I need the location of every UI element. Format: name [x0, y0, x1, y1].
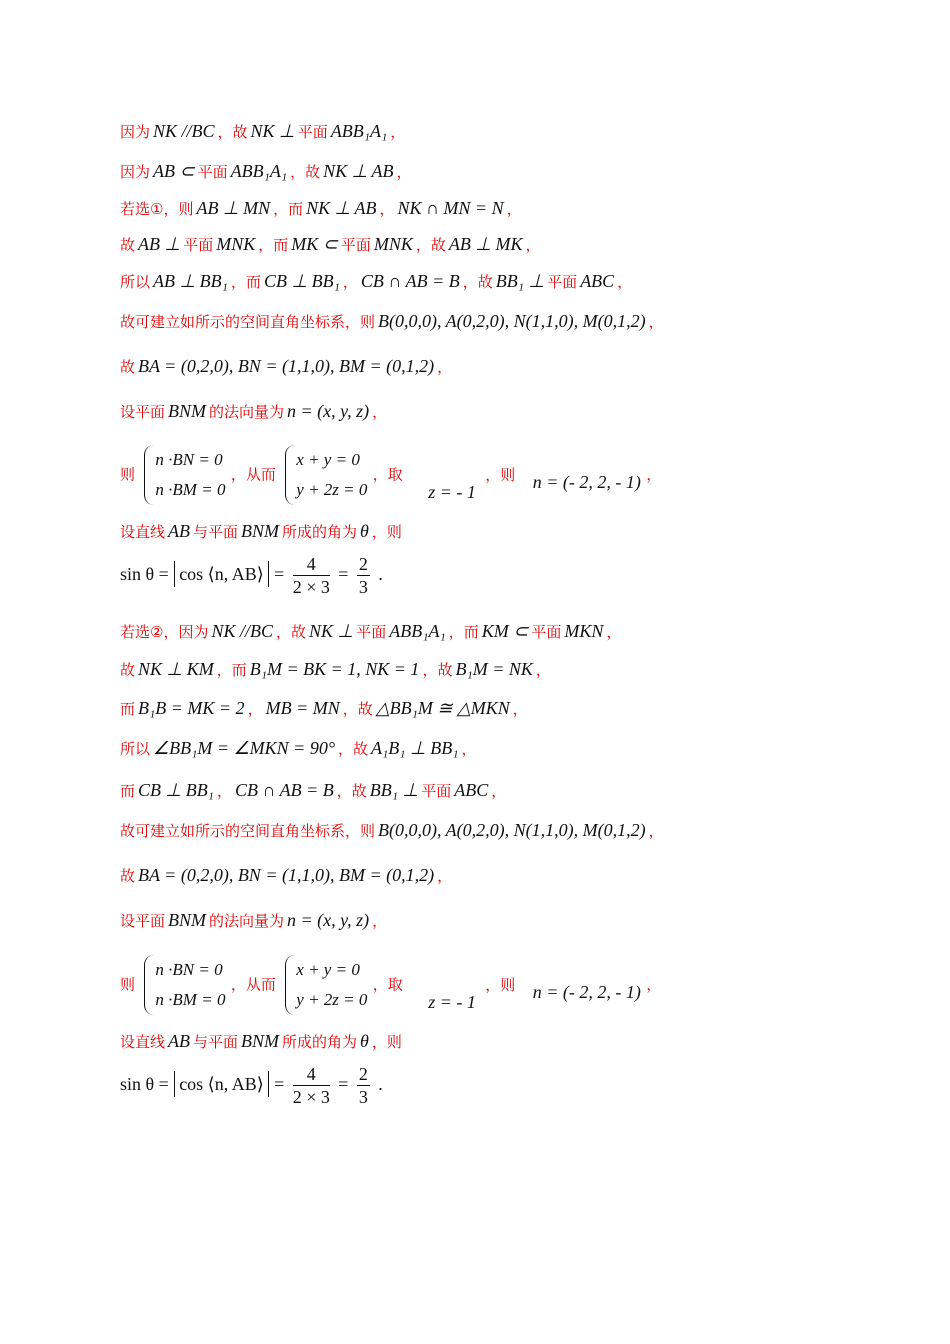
math-expression: CB ⊥ BB₁ — [263, 271, 340, 291]
chinese-text: ， — [606, 623, 622, 641]
denominator: 2 × 3 — [292, 577, 330, 597]
chinese-text: 而 — [120, 782, 136, 800]
equation-system-left — [144, 445, 225, 505]
math-expression: BA = (0,2,0), BN = (1,1,0), BM = (0,1,2) — [138, 865, 435, 885]
chinese-text: ， — [247, 700, 263, 718]
chinese-text: 故 — [120, 358, 136, 376]
fraction-1 — [293, 1063, 330, 1108]
sin-formula-row — [120, 553, 383, 598]
math-expression: NK ⊥ — [250, 121, 295, 141]
chinese-text: 的法向量为 — [209, 912, 285, 930]
chinese-text: ， — [372, 912, 388, 930]
chinese-text: 故 — [120, 867, 136, 885]
sin-theta: sin θ = — [120, 1074, 169, 1094]
math-expression: B₁M = NK — [455, 659, 533, 679]
math-expression: B(0,0,0), A(0,2,0), N(1,1,0), M(0,1,2) — [378, 311, 646, 331]
math-expression: CB ∩ AB = B — [360, 271, 460, 291]
chinese-text: 故可建立如所示的空间直角坐标系，则 — [120, 822, 376, 840]
z-value: z = - 1 — [428, 991, 476, 1012]
math-expression: MNK — [373, 234, 413, 254]
math-expression: ABB₁A₁ — [230, 161, 288, 181]
equation: n ·BM = 0 — [155, 990, 226, 1009]
chinese-text: ，而 — [273, 200, 304, 218]
text-line — [120, 400, 387, 423]
chinese-text: 故 — [120, 661, 136, 679]
math-expression: NK //BC — [211, 621, 273, 641]
equation-system-left — [144, 955, 225, 1015]
numerator: 4 — [293, 553, 330, 576]
math-expression: BB₁ ⊥ — [369, 780, 419, 800]
chinese-text: 所成的角为 — [282, 523, 358, 541]
text-line — [120, 620, 621, 643]
text-ze: 则 — [120, 465, 136, 484]
equation-system-row — [120, 445, 661, 505]
chinese-text: ，故 — [338, 740, 369, 758]
chinese-text: ， — [372, 403, 388, 421]
math-expression: NK ∩ MN = N — [397, 198, 504, 218]
text-line — [120, 737, 477, 760]
equals: = — [274, 564, 285, 584]
equation: y + 2z = 0 — [296, 480, 368, 499]
chinese-text: ，则 — [371, 1033, 402, 1051]
fraction-1 — [293, 553, 330, 598]
text-line — [120, 1030, 402, 1053]
text-line — [120, 270, 632, 293]
chinese-text: ，则 — [371, 523, 402, 541]
period: . — [378, 564, 383, 584]
chinese-text: ， — [506, 200, 522, 218]
chinese-text: 所以 — [120, 740, 151, 758]
chinese-text: ，故 — [422, 661, 453, 679]
chinese-text: ，故 — [336, 782, 367, 800]
math-expression: BA = (0,2,0), BN = (1,1,0), BM = (0,1,2) — [138, 356, 435, 376]
math-expression: ABB₁A₁ — [389, 621, 446, 641]
math-expression: ∠BB₁M = ∠MKN = 90° — [153, 738, 336, 758]
text-ze2: ，则 — [485, 465, 516, 484]
chinese-text: 平面 — [356, 623, 387, 641]
chinese-text: 平面 — [297, 123, 328, 141]
text-line — [120, 697, 528, 720]
text-line — [120, 779, 506, 802]
text-line — [120, 819, 664, 842]
chinese-text: 因为 — [120, 163, 151, 181]
chinese-text: ，故 — [462, 273, 493, 291]
chinese-text: ， — [525, 236, 541, 254]
chinese-text: 与平面 — [193, 1033, 239, 1051]
chinese-text: ， — [396, 163, 412, 181]
equals: = — [274, 1074, 285, 1094]
text-line — [120, 197, 522, 220]
math-expression: NK //BC — [153, 121, 215, 141]
math-expression: CB ⊥ BB₁ — [138, 780, 214, 800]
text-line — [120, 355, 452, 378]
chinese-text: 设直线 — [120, 523, 166, 541]
math-expression: NK ⊥ AB — [306, 198, 377, 218]
abs-cos: cos ⟨n, AB⟩ — [174, 1071, 269, 1097]
chinese-text: 因为 — [120, 123, 151, 141]
math-expression: B₁M = BK = 1, NK = 1 — [249, 659, 420, 679]
math-expression: AB ⊥ — [138, 234, 181, 254]
sin-theta: sin θ = — [120, 564, 169, 584]
equation: n ·BM = 0 — [155, 480, 226, 499]
fraction-2 — [357, 553, 370, 598]
text-line — [120, 233, 541, 256]
math-expression: n = (x, y, z) — [287, 401, 370, 421]
punct: ， — [646, 465, 662, 484]
denominator: 3 — [358, 577, 368, 597]
chinese-text: ，而 — [230, 273, 261, 291]
math-expression: MB = MN — [265, 698, 340, 718]
numerator: 4 — [293, 1063, 330, 1086]
chinese-text: ，故 — [275, 623, 306, 641]
text-line — [120, 864, 452, 887]
chinese-text: 故可建立如所示的空间直角坐标系，则 — [120, 313, 376, 331]
chinese-text: ， — [390, 123, 406, 141]
equation: n ·BN = 0 — [155, 960, 223, 979]
text-line — [120, 120, 405, 143]
chinese-text: 所以 — [120, 273, 151, 291]
chinese-text: ， — [379, 200, 395, 218]
math-expression: AB ⊥ BB₁ — [153, 271, 228, 291]
math-expression: MK ⊂ — [291, 234, 338, 254]
text-congcong: ，从而 — [230, 975, 276, 994]
chinese-text: ， — [648, 313, 664, 331]
text-congcong: ，从而 — [230, 465, 276, 484]
equation: x + y = 0 — [296, 960, 360, 979]
text-line — [120, 658, 551, 681]
chinese-text: 若选①，则 — [120, 200, 194, 218]
chinese-text: 平面 — [531, 623, 562, 641]
chinese-text: ，故 — [217, 123, 248, 141]
normal-vector-result: n = (- 2, 2, - 1) — [532, 981, 641, 1002]
text-line — [120, 520, 402, 543]
math-expression: θ — [360, 1031, 369, 1051]
math-expression: AB ⊥ MK — [448, 234, 523, 254]
chinese-text: ， — [512, 700, 528, 718]
equation: n ·BN = 0 — [155, 450, 223, 469]
equation-system-right — [285, 445, 367, 505]
equation-system-right — [285, 955, 367, 1015]
chinese-text: ， — [648, 822, 664, 840]
chinese-text: 设平面 — [120, 403, 166, 421]
chinese-text: 平面 — [340, 236, 371, 254]
chinese-text: ， — [216, 782, 232, 800]
chinese-text: ，故 — [342, 700, 373, 718]
chinese-text: 若选②，因为 — [120, 623, 209, 641]
chinese-text: ，而 — [258, 236, 289, 254]
chinese-text: ， — [437, 358, 453, 376]
math-expression: ABC — [580, 271, 615, 291]
normal-vector-result: n = (- 2, 2, - 1) — [532, 471, 641, 492]
chinese-text: 平面 — [547, 273, 578, 291]
chinese-text: 平面 — [421, 782, 452, 800]
chinese-text: ，故 — [415, 236, 446, 254]
chinese-text: ， — [437, 867, 453, 885]
numerator: 2 — [358, 554, 368, 574]
chinese-text: ， — [535, 661, 551, 679]
sin-formula-row — [120, 1063, 383, 1108]
chinese-text: 设平面 — [120, 912, 166, 930]
math-expression: AB ⊥ MN — [196, 198, 271, 218]
math-expression: B(0,0,0), A(0,2,0), N(1,1,0), M(0,1,2) — [378, 820, 646, 840]
math-expression: ABC — [454, 780, 489, 800]
math-expression: BB₁ ⊥ — [495, 271, 545, 291]
chinese-text: 而 — [120, 700, 136, 718]
chinese-text: ，而 — [448, 623, 479, 641]
math-expression: n = (x, y, z) — [287, 910, 370, 930]
abs-cos: cos ⟨n, AB⟩ — [174, 561, 269, 587]
math-expression: θ — [360, 521, 369, 541]
equation: y + 2z = 0 — [296, 990, 368, 1009]
chinese-text: ，而 — [216, 661, 247, 679]
math-expression: AB — [168, 521, 191, 541]
text-line — [120, 160, 412, 183]
math-expression: B₁B = MK = 2 — [138, 698, 245, 718]
math-expression: KM ⊂ — [481, 621, 529, 641]
math-expression: NK ⊥ — [308, 621, 354, 641]
chinese-text: 故 — [120, 236, 136, 254]
chinese-text: ， — [617, 273, 633, 291]
math-expression: BNM — [168, 401, 207, 421]
math-expression: NK ⊥ AB — [323, 161, 394, 181]
punct: ， — [646, 975, 662, 994]
chinese-text: 平面 — [183, 236, 214, 254]
z-value: z = - 1 — [428, 481, 476, 502]
equation: x + y = 0 — [296, 450, 360, 469]
text-line — [120, 310, 664, 333]
math-expression: AB ⊂ — [153, 161, 195, 181]
math-expression: △BB₁M ≅ △MKN — [375, 698, 510, 718]
numerator: 2 — [358, 1064, 368, 1084]
chinese-text: 的法向量为 — [209, 403, 285, 421]
chinese-text: 设直线 — [120, 1033, 166, 1051]
period: . — [378, 1074, 383, 1094]
chinese-text: ， — [342, 273, 358, 291]
math-expression: BNM — [241, 1031, 280, 1051]
text-ze2: ，则 — [485, 975, 516, 994]
math-expression: MNK — [216, 234, 256, 254]
fraction-2 — [357, 1063, 370, 1108]
denominator: 2 × 3 — [292, 1087, 330, 1107]
math-expression: BNM — [168, 910, 207, 930]
equation-system-row — [120, 955, 661, 1015]
text-qu: ，取 — [372, 975, 403, 994]
chinese-text: 与平面 — [193, 523, 239, 541]
text-ze: 则 — [120, 975, 136, 994]
text-line — [120, 909, 387, 932]
denominator: 3 — [358, 1087, 368, 1107]
chinese-text: ， — [491, 782, 507, 800]
math-expression: BNM — [241, 521, 280, 541]
equals: = — [338, 1074, 349, 1094]
chinese-text: ， — [461, 740, 477, 758]
equals: = — [338, 564, 349, 584]
text-qu: ，取 — [372, 465, 403, 484]
math-expression: MKN — [564, 621, 604, 641]
math-expression: AB — [168, 1031, 191, 1051]
math-expression: A₁B₁ ⊥ BB₁ — [371, 738, 459, 758]
chinese-text: ，故 — [290, 163, 321, 181]
math-expression: NK ⊥ KM — [138, 659, 214, 679]
chinese-text: 所成的角为 — [282, 1033, 358, 1051]
math-expression: CB ∩ AB = B — [234, 780, 334, 800]
math-expression: ABB₁A₁ — [330, 121, 388, 141]
chinese-text: 平面 — [197, 163, 228, 181]
